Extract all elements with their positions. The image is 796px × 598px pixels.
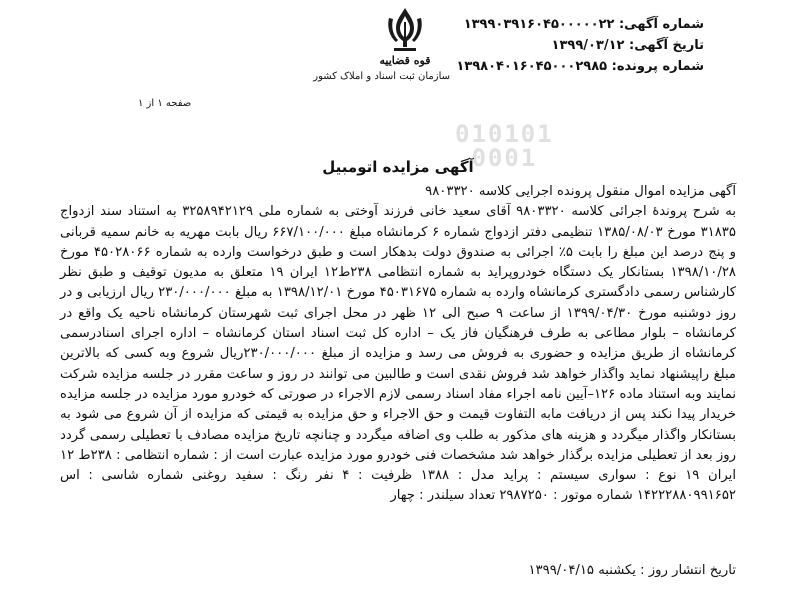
document-title: آگهی مزایده اتومبیل [322,158,474,176]
letterhead [313,6,450,118]
organization-subtitle: سازمان ثبت اسناد و املاک کشور [313,71,450,82]
document-body [60,182,736,507]
publication-date: تاریخ انتشار روز : یکشنبه ۱۳۹۹/۰۴/۱۵ [528,563,736,578]
case-number: شماره پرونده: ۱۳۹۸۰۴۰۱۶۰۴۵۰۰۰۲۹۸۵ [456,59,704,74]
watermark-line-2: 0001 [455,144,538,172]
iran-emblem-icon [384,6,426,52]
ad-number: شماره آگهی: ۱۳۹۹۰۳۹۱۶۰۴۵۰۰۰۰۰۲۲ [463,17,704,32]
body-paragraph-main: به شرح پروندۀ اجرائی کلاسه ۹۸۰۳۳۲۰ آقای سعید خانی فرزند آوختی به شماره ملی ۳۲۵۸۹۴۲۱۲۹ به استناد سند ازدواج ۳۱۸۳۵ مورخ ۱۳۸۵/۰۸/۰۳ تنظیمی دفتر ازدواج شماره ۶ کرمانشاه مبلغ ۶۶۷/۱۰۰/۰۰۰ ریال بابت مهریه به خانم سمیه قربانی و پنج درصد این مبلغ را بابت ۵٪ اجرائی به صندوق دولت بدهکار است و طبق درخواست وارده به شماره ۴۵۰۲۸۰۶۶ مورخ ۱۳۹۸/۱۰/۲۸ بستانکار یک دستگاه خودروپراید به شماره انتظامی ۲۳۸ط۱۲ ایران ۱۹ متعلق به مدیون توقیف و طبق نظر کارشناس رسمی دادگستری کرمانشاه وارده به شماره ۴۵۰۳۱۶۷۵ مورخ ۱۳۹۸/۱۲/۰۱ به مبلغ ۲۳۰/۰۰۰/۰۰۰ ریال ارزیابی و در روز دوشنبه مورخ ۱۳۹۹/۰۴/۳۰ از ساعت ۹ صبح الی ۱۲ ظهر در محل اجرای ثبت شهرستان کرمانشاه ناحیه یک واقع در کرمانشاه – بلوار مطاعی به طرف فرهنگیان فاز یک – اداره کل ثبت اسناد استان کرمانشاه – اداره اجرای اسنادرسمی کرمانشاه از طریق مزایده و حضوری به فروش می رسد و مزایده از مبلغ ۲۳۰/۰۰۰/۰۰۰ریال شروع وبه کسی که بالاترین مبلغ راپیشنهاد نماید واگذار خواهد شد فروش نقدی است و طالبین می توانند در روز و ساعت مقرر در جلسه مزایده شرکت نمایند وبه استناد ماده ۱۲۶–آیین نامه اجراء مفاد اسناد رسمی لازم الاجراء در صورتی که خودرو مورد مزایده در جلسه مزایده خریدار پیدا نکند پس از دریافت مابه التفاوت قیمت و حق الاجراء و حق مزایده به قیمتی که مزایده از آن شروع می شود به بستانکار واگذار میگردد و هزینه های مذکور به طلب وی اضافه میگردد و چنانچه تاریخ مزایده مصادف با تعطیلی رسمی گردد روز بعد از تعطیلی مزایده برگذار خواهد شد مشخصات فنی خودرو مورد مزایده عبارت است از : شماره انتظامی : ۲۳۸ط ۱۲ ایران ۱۹ نوع : سواری سیستم : پراید مدل : ۱۳۸۸ ظرفیت : ۴ نفر رنگ : سفید روغنی شماره شاسی : اس ۱۴۲۲۲۸۸۰۹۹۱۶۵۲ شماره موتور : ۲۹۸۷۲۵۰ تعداد سیلندر : چهار [60,204,737,504]
ad-date: تاریخ آگهی: ۱۳۹۹/۰۳/۱۲ [551,38,704,53]
watermark-line-1: 010101 [455,120,554,148]
page-number: صفحه ۱ از ۱ [138,98,192,109]
organization-name: قوه قضاییه [379,54,431,67]
body-paragraph-heading: آگهی مزایده اموال منقول پرونده اجرایی کلاسه ۹۸۰۳۳۲۰ [425,184,736,199]
ad-metadata [456,14,704,77]
